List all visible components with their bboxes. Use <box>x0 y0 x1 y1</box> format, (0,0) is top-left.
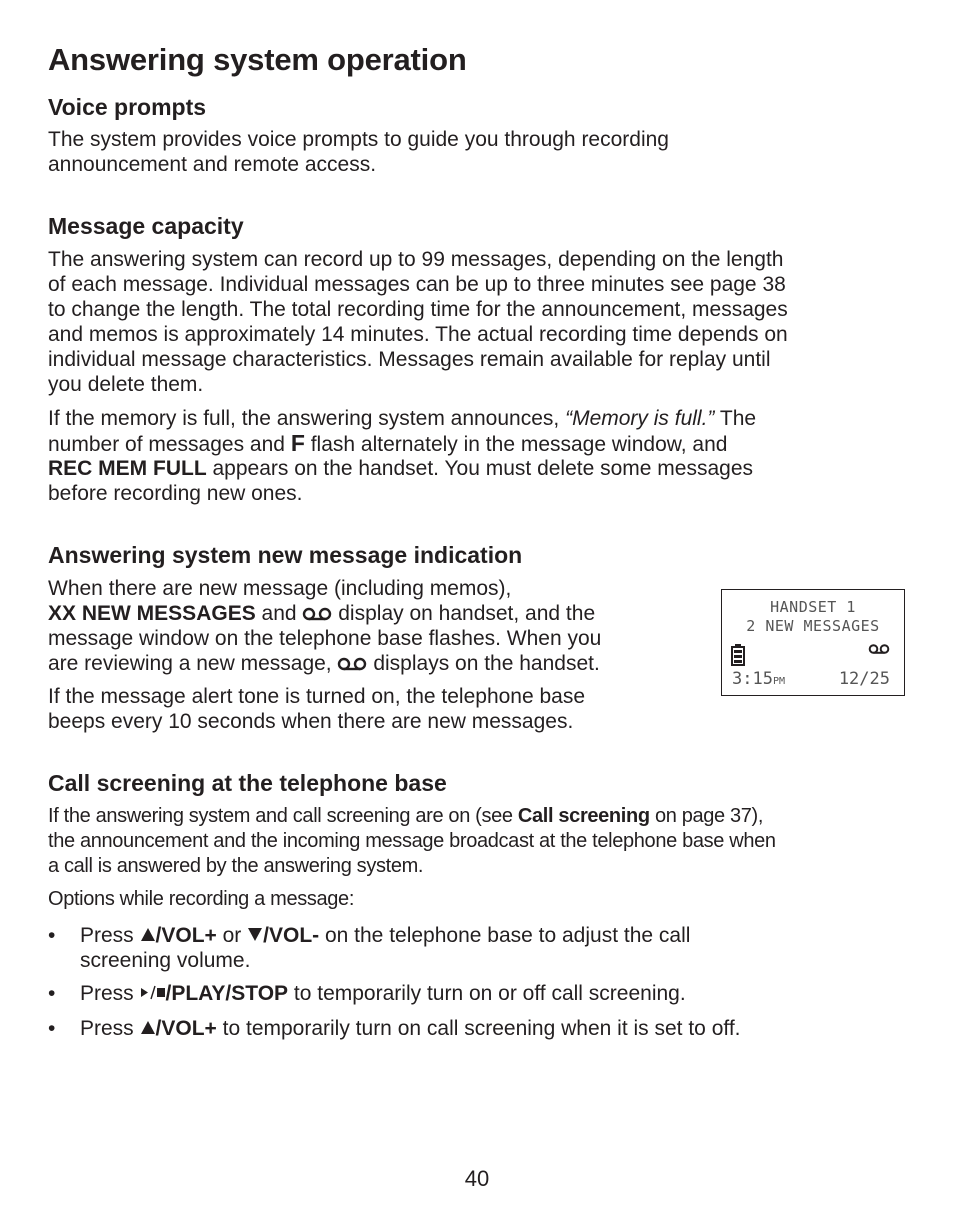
vol-down-label: /VOL- <box>263 924 320 947</box>
new-message-line-1: When there are new message (including memos), <box>48 577 512 600</box>
play-stop-icon <box>140 985 166 1000</box>
or-text: or <box>216 924 248 947</box>
capacity-line-4: and memos is approximately 14 minutes. The actual recording time depends on <box>48 323 788 346</box>
full-indicator-f: F <box>290 430 305 456</box>
capacity-line-3: to change the length. The total recording time for the announcement, messages <box>48 298 788 321</box>
press-text: Press <box>80 1017 140 1040</box>
capacity-line-5: individual message characteristics. Messages remain available for replay until <box>48 348 771 371</box>
new-message-line-3: message window on the telephone base flashes. When you <box>48 627 602 650</box>
capacity-line-6: you delete them. <box>48 373 204 396</box>
voicemail-icon <box>868 644 890 655</box>
new-message-heading: Answering system new message indication <box>48 542 523 568</box>
lcd-ampm: PM <box>772 676 785 687</box>
call-screening-line-3: a call is answered by the answering system. <box>48 855 424 877</box>
memory-full-quote: “Memory is full.” <box>565 407 715 430</box>
new-message-line-4 <box>48 651 600 676</box>
voice-prompts-heading: Voice prompts <box>48 94 207 120</box>
call-screening-text-a: If the answering system and call screening are on (see <box>48 805 518 827</box>
memory-full-line-4: before recording new ones. <box>48 482 303 505</box>
press-text: Press <box>80 924 140 947</box>
page-number: 40 <box>464 1166 490 1191</box>
voice-prompts-text-1: The system provides voice prompts to guide you through recording <box>48 128 669 151</box>
lcd-date: 12/25 <box>838 669 890 689</box>
options-intro: Options while recording a message: <box>48 888 355 910</box>
vol-up-label: /VOL+ <box>155 924 217 947</box>
alert-tone-line-2: beeps every 10 seconds when there are new messages. <box>48 710 574 733</box>
handset-display <box>721 589 905 696</box>
battery-icon <box>731 644 745 666</box>
memory-full-line-1 <box>48 406 756 431</box>
down-arrow-icon <box>247 927 263 942</box>
memory-full-line-3 <box>48 456 753 481</box>
press-text: Press <box>80 982 140 1005</box>
memory-full-text-b: The <box>714 407 757 430</box>
bullet: • <box>48 982 56 1005</box>
voicemail-icon <box>302 607 332 621</box>
xx-new-messages-label: XX NEW MESSAGES <box>48 602 256 625</box>
lcd-messages-line: 2 NEW MESSAGES <box>746 617 880 635</box>
alert-tone-line-1: If the message alert tone is turned on, the telephone base <box>48 685 586 708</box>
rec-mem-full-label: REC MEM FULL <box>48 457 207 480</box>
call-screening-text-b: on page 37), <box>649 805 764 827</box>
list-item <box>48 981 808 1006</box>
list-item <box>48 923 808 973</box>
voice-prompts-text-2: announcement and remote access. <box>48 153 377 176</box>
up-arrow-icon <box>140 1020 156 1035</box>
memory-full-text-c: number of messages and <box>48 433 291 456</box>
memory-full-line-2 <box>48 431 727 457</box>
memory-full-text-d: flash alternately in the message window, and <box>304 433 728 456</box>
page-title: Answering system operation <box>48 42 467 77</box>
call-screening-ref: Call screening <box>517 805 650 827</box>
bullet-3-text: to temporarily turn on call screening when it is set to off. <box>216 1017 741 1040</box>
lcd-handset-line: HANDSET 1 <box>770 598 856 616</box>
call-screening-line-1 <box>48 804 763 829</box>
new-message-text-e: are reviewing a new message, <box>48 652 338 675</box>
call-screening-heading: Call screening at the telephone base <box>48 770 447 796</box>
bullet-2-text: to temporarily turn on or off call screening. <box>288 982 686 1005</box>
voicemail-icon <box>337 657 367 671</box>
memory-full-text-e: appears on the handset. You must delete some messages <box>206 457 754 480</box>
play-stop-label: /PLAY/STOP <box>165 982 289 1005</box>
lcd-time-value: 3:15 <box>732 669 773 689</box>
new-message-text-b: and <box>255 602 303 625</box>
bullet-1-text: on the telephone base to adjust the call <box>319 924 691 947</box>
message-capacity-heading: Message capacity <box>48 213 244 239</box>
call-screening-line-2: the announcement and the incoming message broadcast at the telephone base when <box>48 830 776 852</box>
list-item <box>48 1016 808 1041</box>
new-message-text-f: displays on the handset. <box>367 652 600 675</box>
bullet: • <box>48 1017 56 1040</box>
bullet: • <box>48 924 56 947</box>
new-message-line-2 <box>48 601 595 626</box>
new-message-text-c: display on handset, and the <box>332 602 596 625</box>
capacity-line-2: of each message. Individual messages can be up to three minutes see page 38 <box>48 273 786 296</box>
vol-up-label: /VOL+ <box>155 1017 217 1040</box>
memory-full-text: If the memory is full, the answering system announces, <box>48 407 566 430</box>
capacity-line-1: The answering system can record up to 99 messages, depending on the length <box>48 248 784 271</box>
up-arrow-icon <box>140 927 156 942</box>
bullet-1-text-2: screening volume. <box>80 949 251 972</box>
lcd-time <box>732 669 785 689</box>
